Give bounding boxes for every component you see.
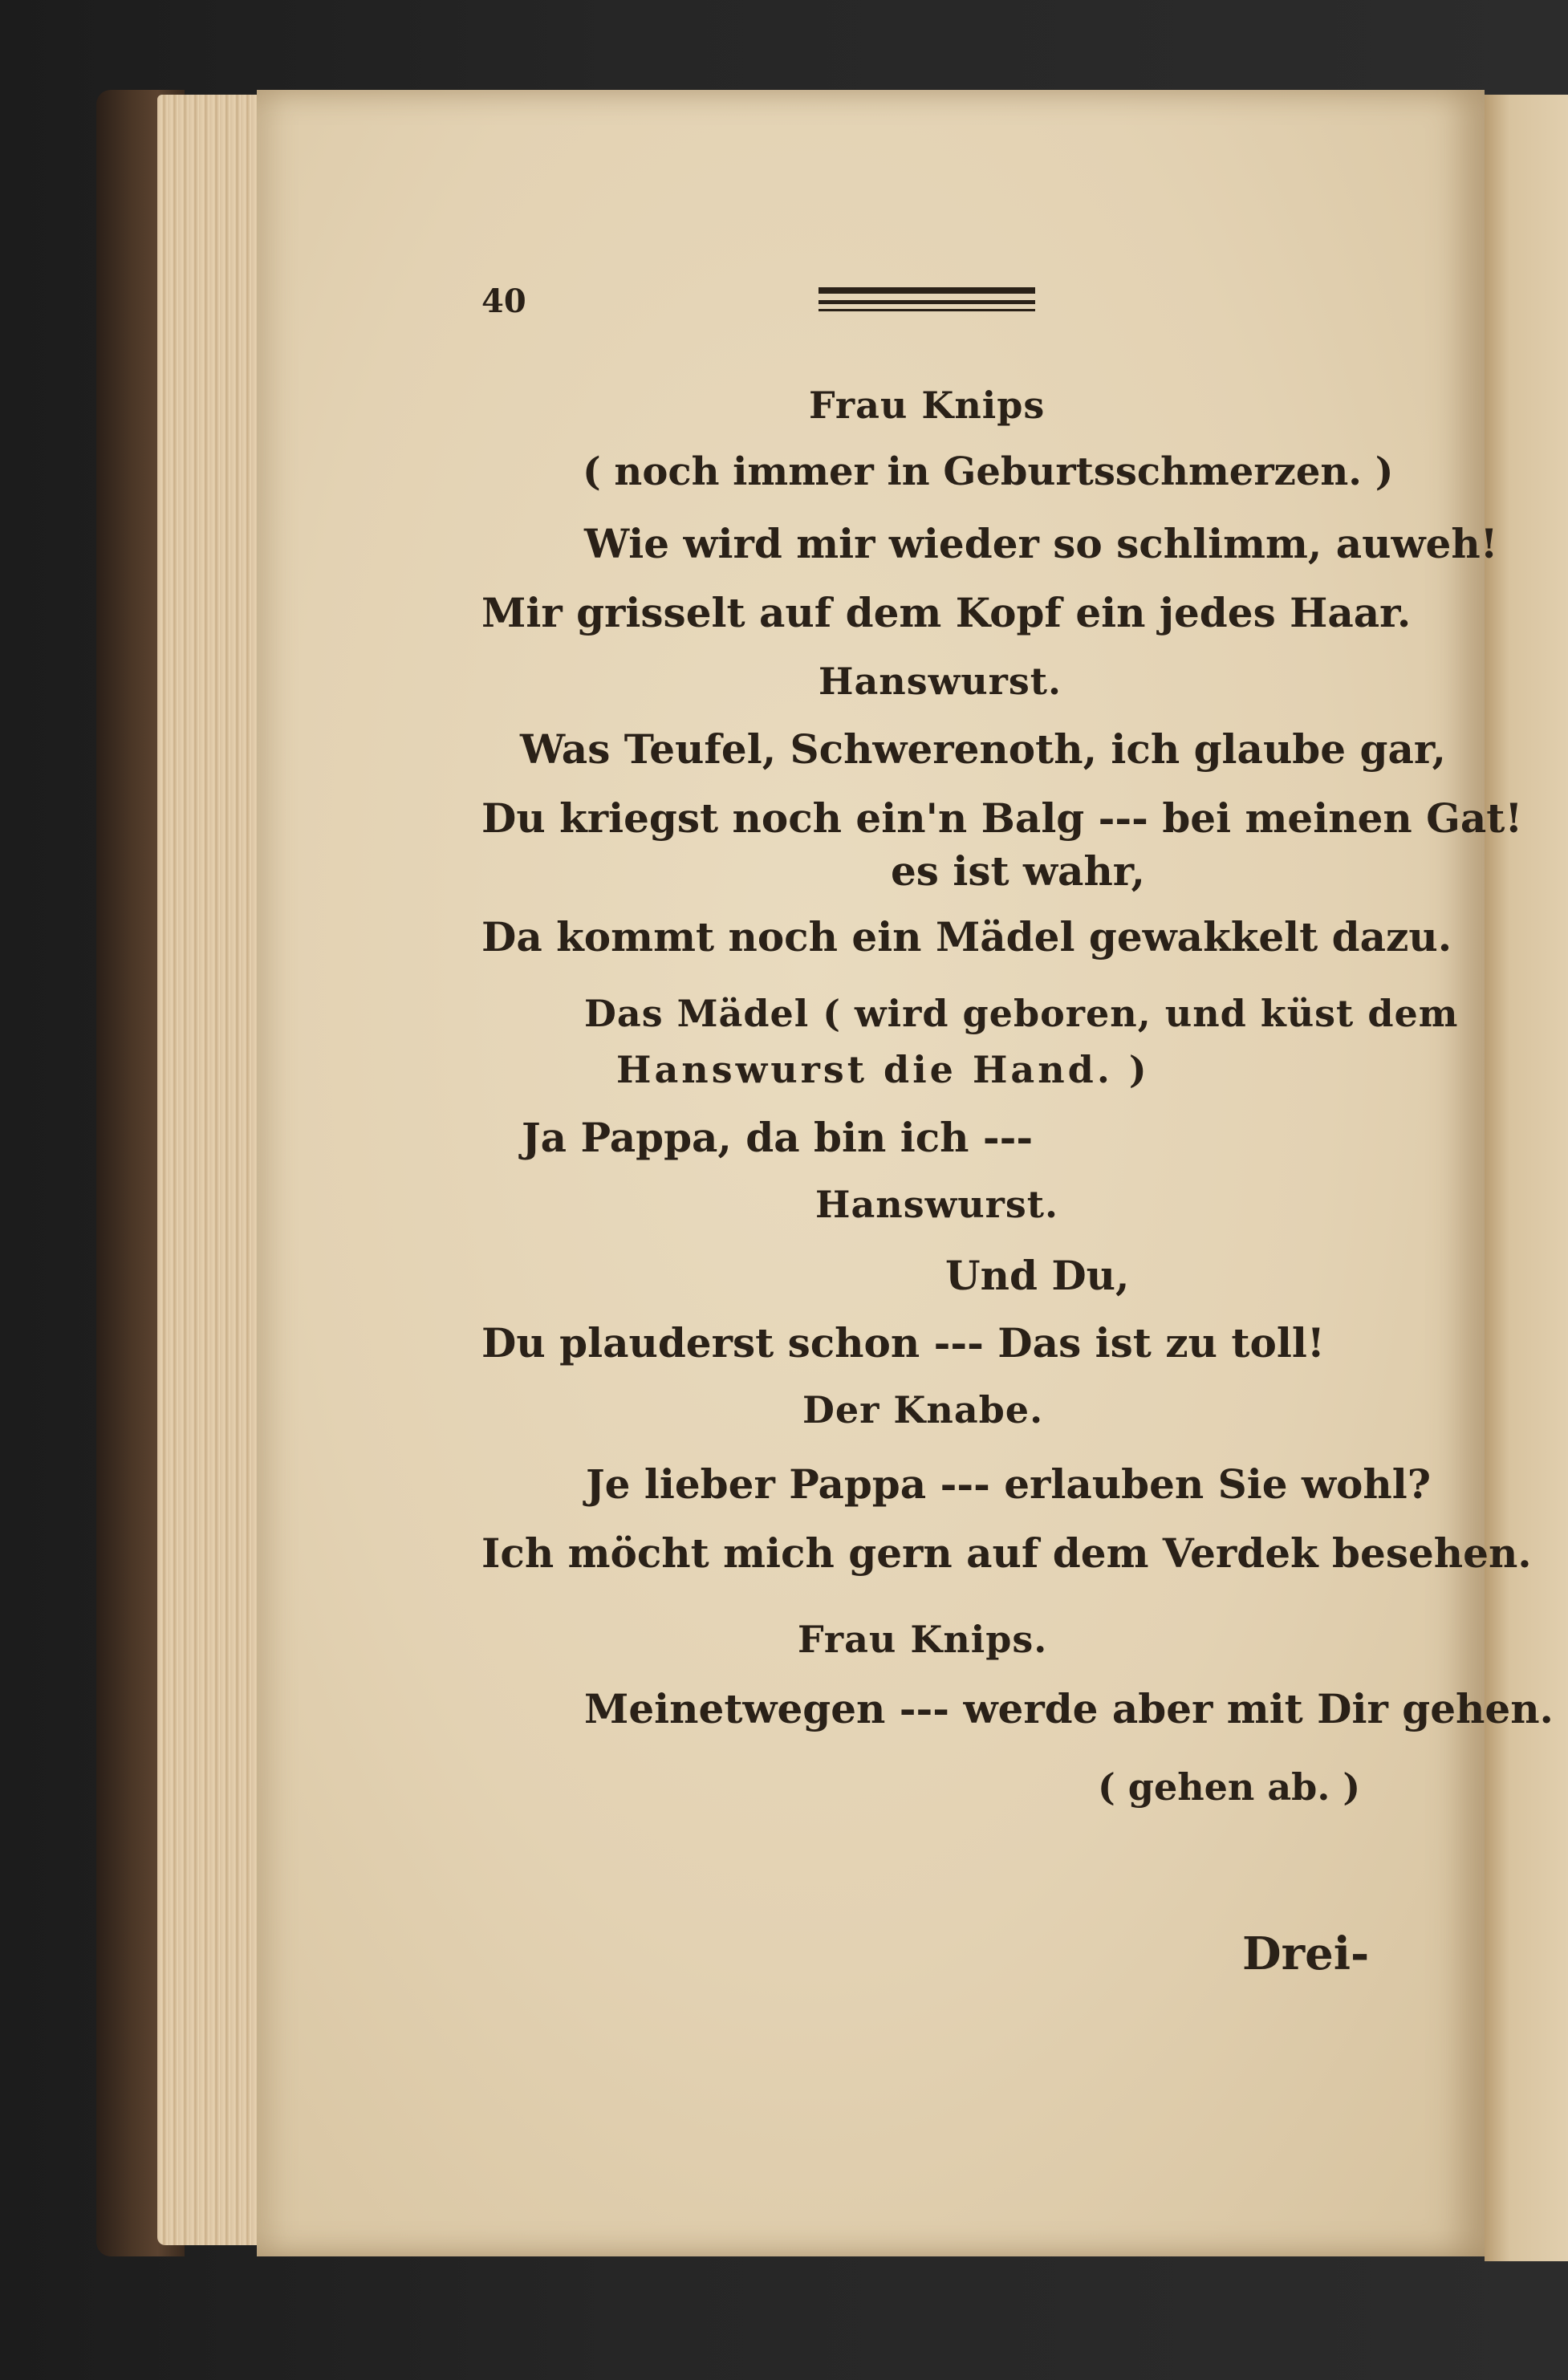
verse-line: Wie wird mir wieder so schlimm, auweh! (584, 520, 1498, 567)
verse-line: Du plauderst schon --- Das ist zu toll! (481, 1319, 1325, 1367)
speaker-der-knabe: Der Knabe. (802, 1388, 1044, 1432)
verse-line: Meinetwegen --- werde aber mit Dir gehen. (584, 1685, 1554, 1732)
verse-line: Da kommt noch ein Mädel gewakkelt dazu. (481, 913, 1452, 961)
speaker-hanswurst: Hanswurst. (819, 660, 1062, 703)
verse-line: Ja Pappa, da bin ich --- (522, 1114, 1034, 1161)
speaker-frau-knips: Frau Knips (809, 384, 1046, 427)
stage-direction: ( gehen ab. ) (1098, 1765, 1361, 1809)
verse-line: Was Teufel, Schwerenoth, ich glaube gar, (520, 725, 1446, 773)
stage-direction: Hanswurst die Hand. ) (616, 1048, 1150, 1091)
verse-line: Du kriegst noch ein'n Balg --- bei meinen Gat! (481, 794, 1523, 842)
next-page-edge (1485, 95, 1568, 2261)
catchword: Drei- (1242, 1927, 1370, 1980)
speaker-das-maedel: Das Mädel ( wird geboren, und küst dem (584, 992, 1459, 1035)
speaker-hanswurst: Hanswurst. (815, 1183, 1059, 1226)
header-rule (819, 287, 1035, 319)
verse-line: Je lieber Pappa --- erlauben Sie wohl? (586, 1460, 1432, 1508)
page-edges (157, 95, 270, 2245)
stage-direction: ( noch immer in Geburtsschmerzen. ) (583, 449, 1394, 494)
speaker-frau-knips: Frau Knips. (798, 1618, 1048, 1661)
verse-line: es ist wahr, (891, 847, 1145, 895)
verse-line: Ich möcht mich gern auf dem Verdek besehen. (481, 1529, 1532, 1577)
page-number: 40 (481, 282, 526, 320)
verse-line: Und Du, (945, 1252, 1130, 1299)
verse-line: Mir grisselt auf dem Kopf ein jedes Haar. (481, 589, 1412, 636)
